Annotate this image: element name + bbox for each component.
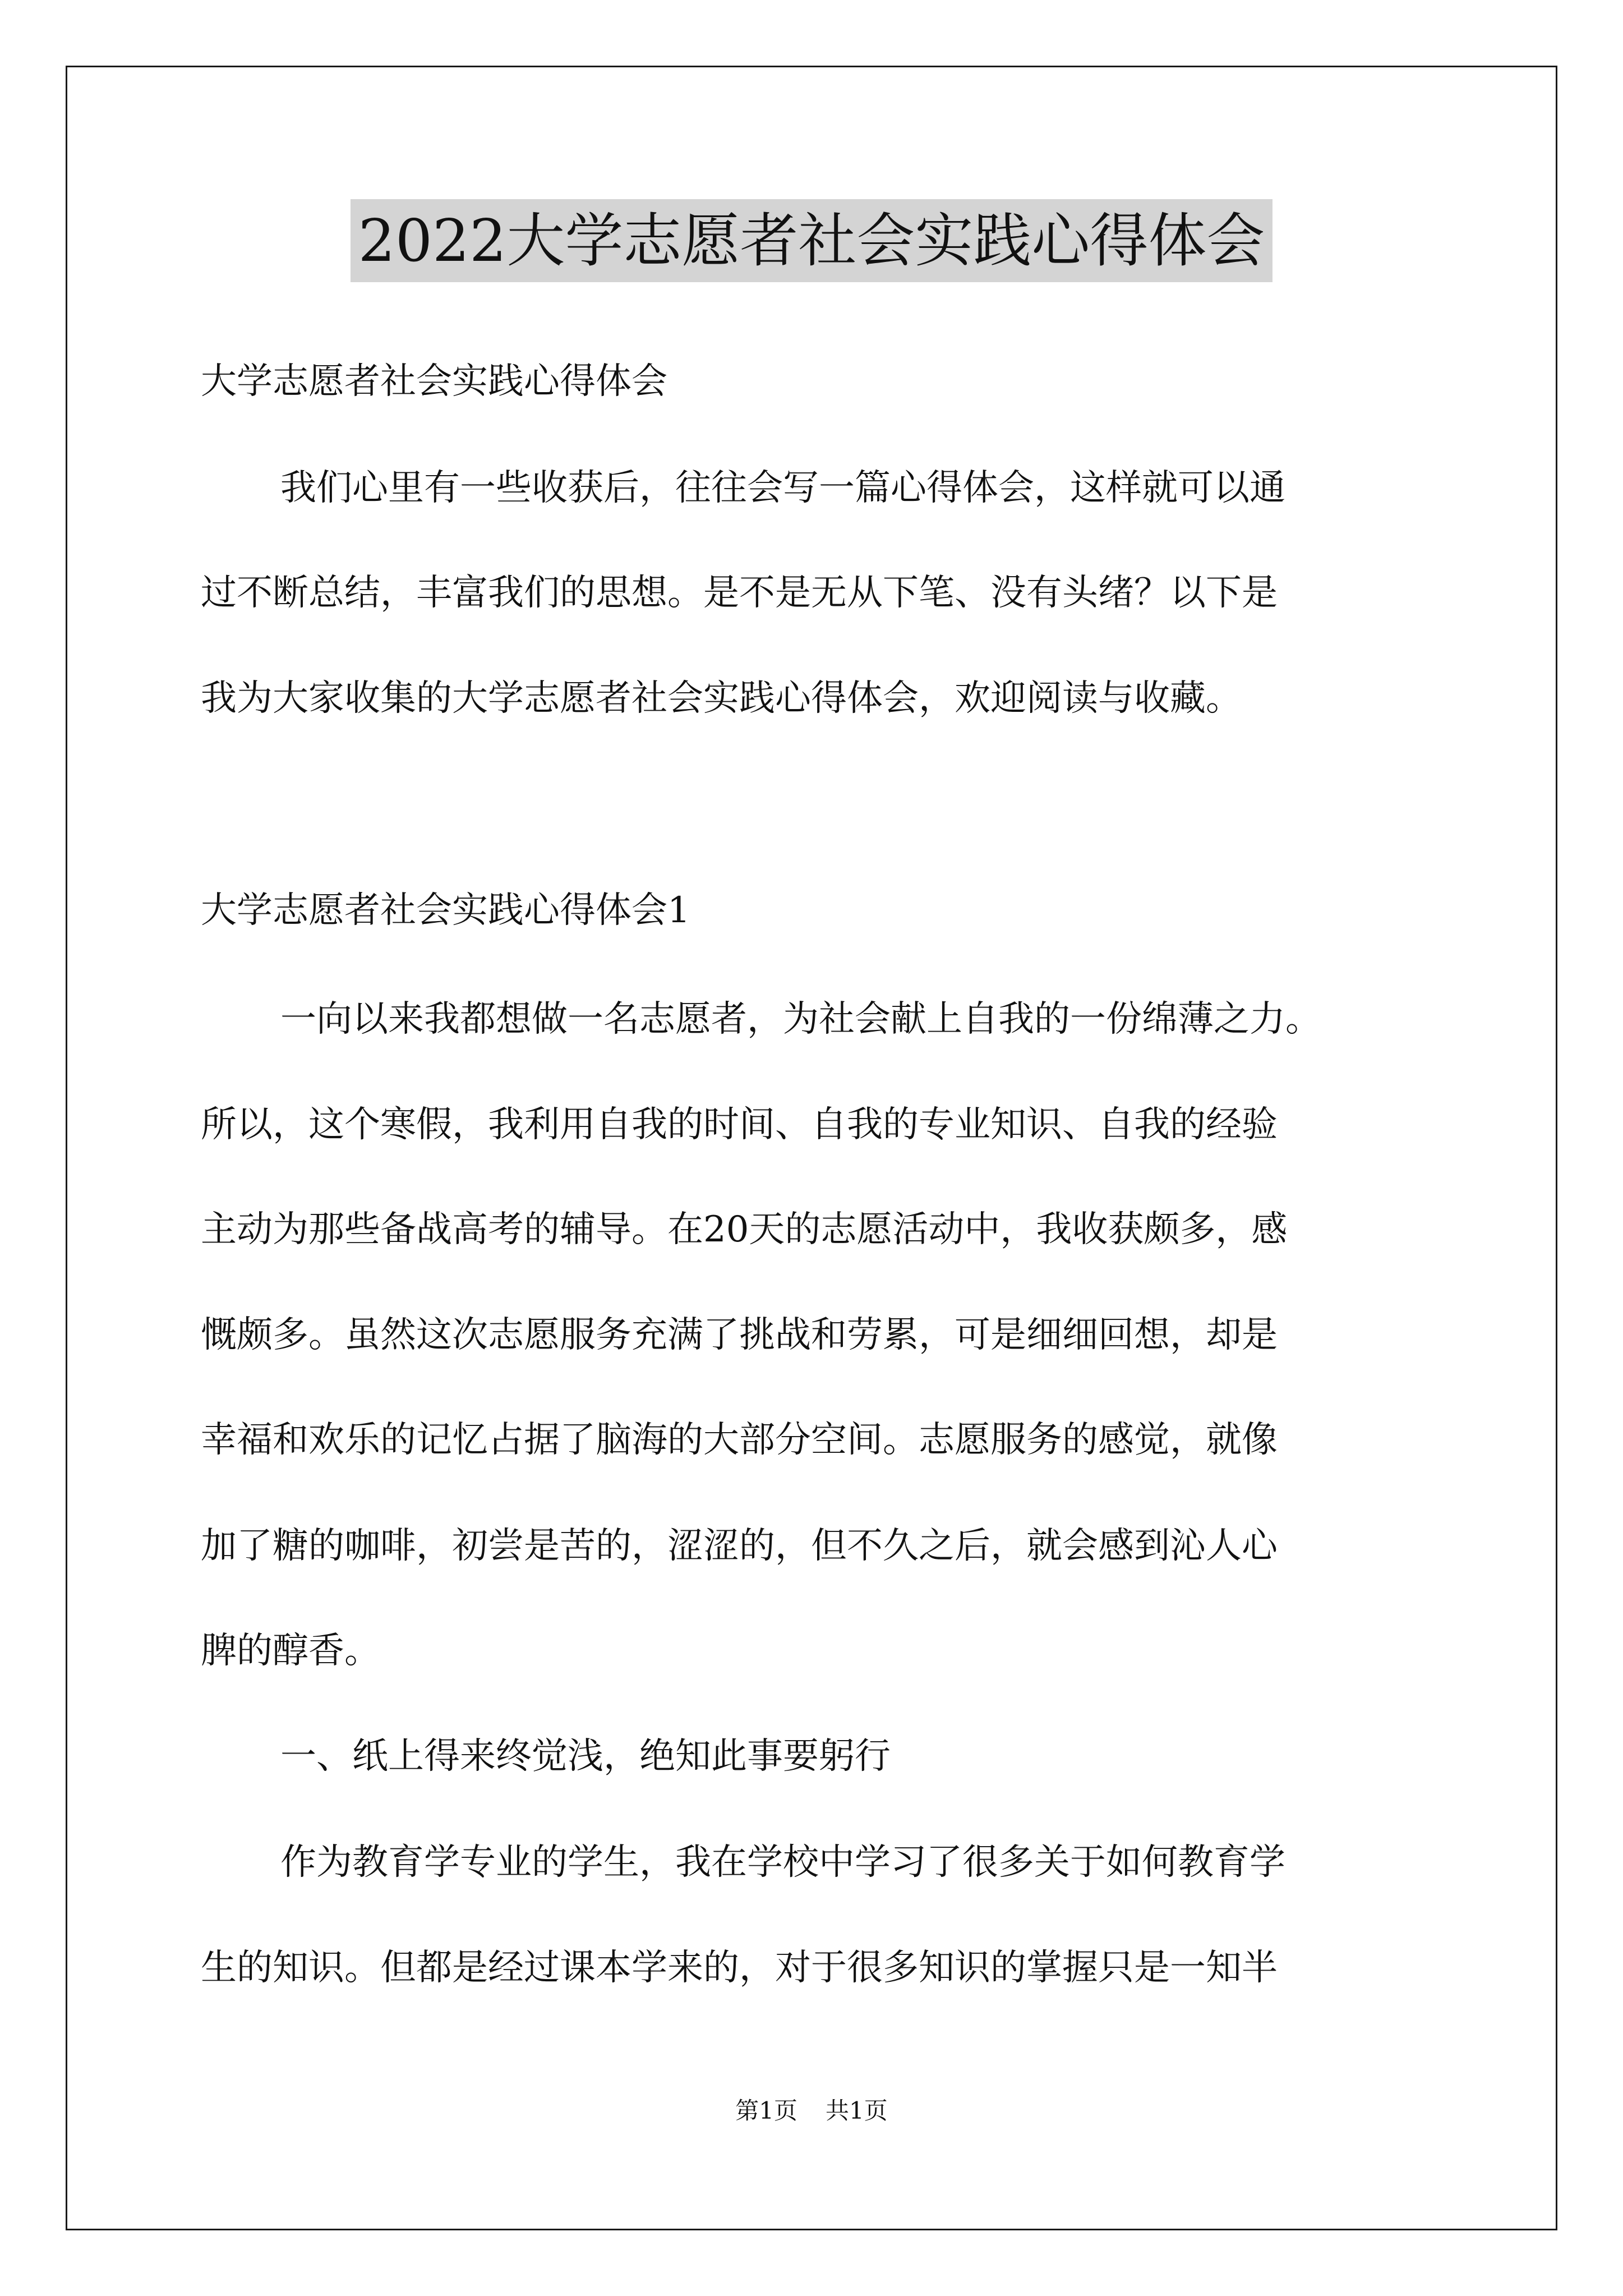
title-container <box>0 199 1623 282</box>
section-line-6: 加了糖的咖啡，初尝是苦的，涩涩的，但不久之后，就会感到沁人心 <box>201 1525 1278 1567</box>
section-line-4: 慨颇多。虽然这次志愿服务充满了挑战和劳累，可是细细回想，却是 <box>201 1314 1278 1356</box>
intro-line-3: 我为大家收集的大学志愿者社会实践心得体会，欢迎阅读与收藏。 <box>201 678 1242 719</box>
document-subtitle: 大学志愿者社会实践心得体会 <box>201 361 667 402</box>
page-total: 共1页 <box>826 2097 888 2124</box>
subheading: 一、纸上得来终觉浅，绝知此事要躬行 <box>280 1736 891 1777</box>
intro-line-1: 我们心里有一些收获后，往往会写一篇心得体会，这样就可以通 <box>280 467 1285 509</box>
document-title: 2022大学志愿者社会实践心得体会 <box>351 199 1273 282</box>
section-line-7: 脾的醇香。 <box>201 1630 380 1672</box>
section-line-3: 主动为那些备战高考的辅导。在20天的志愿活动中，我收获颇多，感 <box>201 1209 1288 1250</box>
page-footer <box>0 2095 1623 2127</box>
section-line-1: 一向以来我都想做一名志愿者，为社会献上自我的一份绵薄之力。 <box>280 999 1321 1040</box>
section-line-5: 幸福和欢乐的记忆占据了脑海的大部分空间。志愿服务的感觉，就像 <box>201 1419 1278 1461</box>
section-heading: 大学志愿者社会实践心得体会1 <box>201 890 690 931</box>
intro-line-2: 过不断总结，丰富我们的思想。是不是无从下笔、没有头绪？以下是 <box>201 572 1278 614</box>
sub-body-line-2: 生的知识。但都是经过课本学来的，对于很多知识的掌握只是一知半 <box>201 1947 1278 1989</box>
page-number: 第1页 <box>735 2097 797 2124</box>
section-line-2: 所以，这个寒假，我利用自我的时间、自我的专业知识、自我的经验 <box>201 1104 1278 1145</box>
sub-body-line-1: 作为教育学专业的学生，我在学校中学习了很多关于如何教育学 <box>280 1842 1285 1883</box>
